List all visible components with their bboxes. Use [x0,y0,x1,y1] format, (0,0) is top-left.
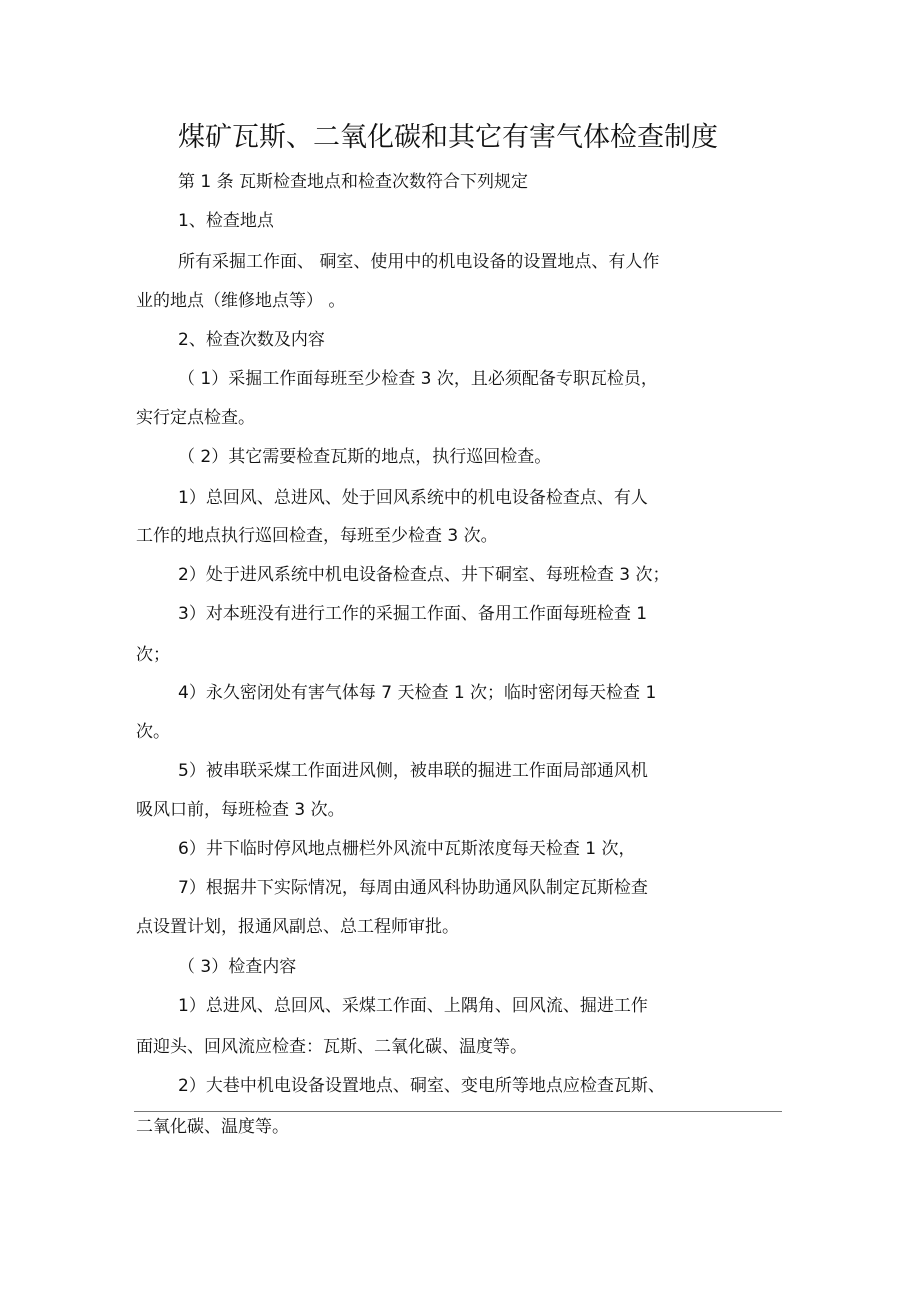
paragraph-line: 实行定点检查。 [136,408,255,428]
paragraph-line: 点设置计划，报通风副总、总工程师审批。 [136,917,459,937]
section-heading: （ 3）检查内容 [178,957,297,977]
paragraph-line: 业的地点（维修地点等） 。 [136,291,346,311]
document-title: 煤矿瓦斯、二氧化碳和其它有害气体检查制度 [178,122,718,153]
page-divider [134,1111,782,1112]
paragraph-line: 工作的地点执行巡回检查，每班至少检查 3 次。 [136,526,498,546]
paragraph-line: 所有采掘工作面、 硐室、使用中的机电设备的设置地点、有人作 [178,252,660,272]
paragraph-line: 次； [136,645,170,665]
paragraph-line: 二氧化碳、温度等。 [136,1117,289,1137]
paragraph-line: 1）总进风、总回风、采煤工作面、上隅角、回风流、掘进工作 [178,996,648,1016]
paragraph-line: 2）处于进风系统中机电设备检查点、井下硐室、每班检查 3 次； [178,565,670,585]
paragraph-line: 面迎头、回风流应检查：瓦斯、二氧化碳、温度等。 [136,1037,527,1057]
article-heading: 第 1 条 瓦斯检查地点和检查次数符合下列规定 [178,172,529,192]
paragraph-line: 2）大巷中机电设备设置地点、硐室、变电所等地点应检查瓦斯、 [178,1076,665,1096]
section-heading: 2、检查次数及内容 [178,330,325,350]
paragraph-line: 3）对本班没有进行工作的采掘工作面、备用工作面每班检查 1 [178,604,648,624]
section-heading: 1、检查地点 [178,211,274,231]
paragraph-line: 7）根据井下实际情况，每周由通风科协助通风队制定瓦斯检查 [178,878,648,898]
paragraph-line: （ 1）采掘工作面每班至少检查 3 次，且必须配备专职瓦检员， [178,369,658,389]
paragraph-line: 吸风口前，每班检查 3 次。 [136,800,345,820]
paragraph-line: 次。 [136,722,170,742]
paragraph-line: （ 2）其它需要检查瓦斯的地点，执行巡回检查。 [178,447,552,467]
paragraph-line: 4）永久密闭处有害气体每 7 天检查 1 次；临时密闭每天检查 1 [178,683,657,703]
paragraph-line: 5）被串联采煤工作面进风侧，被串联的掘进工作面局部通风机 [178,761,648,781]
paragraph-line: 1）总回风、总进风、处于回风系统中的机电设备检查点、有人 [178,488,648,508]
paragraph-line: 6）井下临时停风地点栅栏外风流中瓦斯浓度每天检查 1 次， [178,839,636,859]
